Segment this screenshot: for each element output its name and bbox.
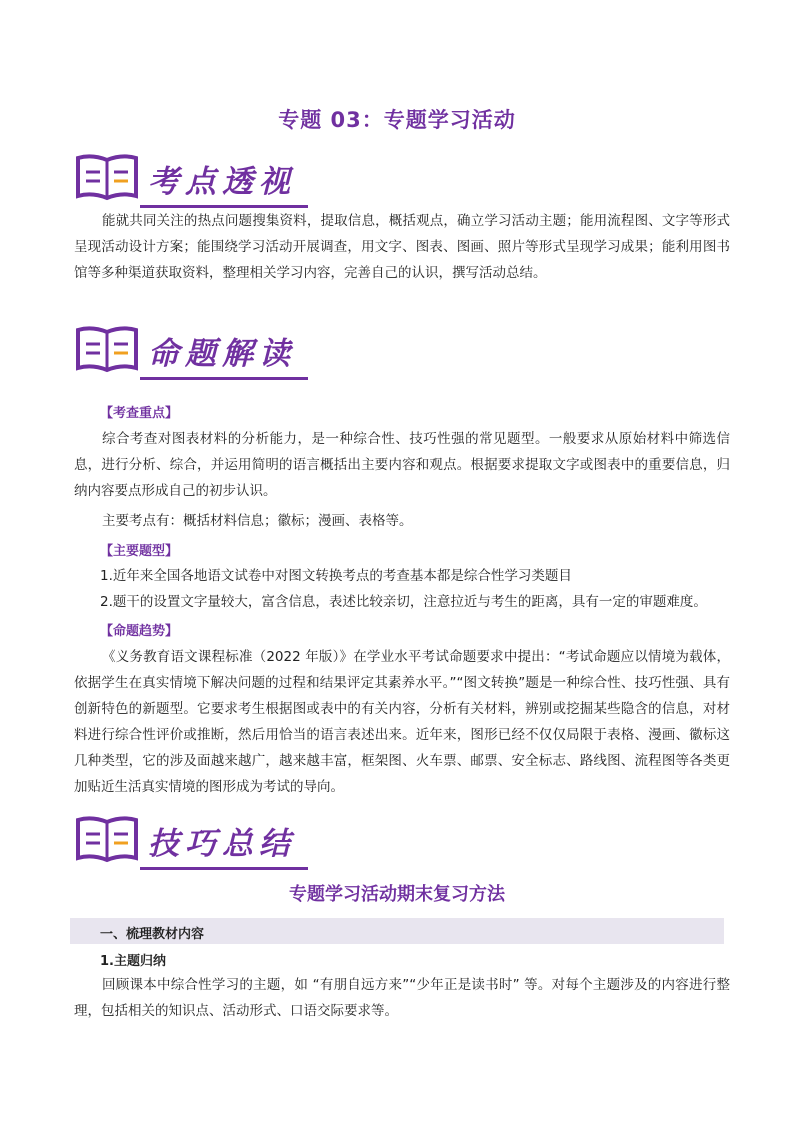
item1-paragraph: 回顾课本中综合性学习的主题，如 “有朋自远方来”“少年正是读书时” 等。对每个主题涉及的内容进行整理，包括相关的知识点、活动形式、口语交际要求等。	[74, 977, 730, 1019]
type-item-1: 1.近年来全国各地语文试卷中对图文转换考点的考查基本都是综合性学习类题目	[100, 568, 572, 584]
trend-paragraph: 《义务教育语文课程标准（2022 年版）》在学业水平考试命题要求中提出：“考试命题应以情境为载体，依据学生在真实情境下解决问题的过程和结果评定其素养水平。”“图文转换”题是一种综合性、技巧性强、具有创新特色的新题型。它要求考生根据图或表中的有关内容，分析有关材料，辨别或挖掘某些隐含的信息，对材料进行综合性评价或推断，然后用恰当的语言表述出来。近年来，图形已经不仅仅局限于表格、漫画、徽标这几种类型，它的涉及面越来越广，越来越丰富，框架图、火车票、邮票、安全标志、路线图、流程图等各类更加贴近生活真实情境的图形成为考试的导向。	[74, 649, 730, 795]
book-icon	[74, 326, 140, 376]
section-banner-kaodian	[74, 152, 314, 208]
section-heading: 考点透视	[148, 164, 296, 200]
page-title: 专题 03：专题学习活动	[278, 108, 516, 132]
types-label: 【主要题型】	[100, 544, 179, 559]
section-banner-jiqiao	[74, 814, 314, 870]
focus-label: 【考查重点】	[100, 406, 179, 421]
type-item-2: 2.题干的设置文字量较大，富含信息，表述比较亲切，注意拉近与考生的距离，具有一定的审题难度。	[100, 594, 707, 610]
section-bar-label: 一、梳理教材内容	[100, 927, 205, 942]
points-paragraph: 主要考点有：概括材料信息；徽标；漫画、表格等。	[102, 513, 413, 529]
item1-title: 1.主题归纳	[100, 954, 166, 969]
section-banner-mingti	[74, 324, 314, 380]
section-heading: 命题解读	[148, 336, 296, 372]
section-heading: 技巧总结	[148, 826, 296, 862]
book-icon	[74, 816, 140, 866]
trend-label: 【命题趋势】	[100, 624, 179, 639]
heading-underline	[140, 377, 308, 380]
focus-paragraph: 综合考查对图表材料的分析能力，是一种综合性、技巧性强的常见题型。一般要求从原始材料中筛选信息，进行分析、综合，并运用简明的语言概括出主要内容和观点。根据要求提取文字或图表中的重要信息，归纳内容要点形成自己的初步认识。	[74, 431, 730, 499]
section-bar	[70, 918, 724, 944]
heading-underline	[140, 867, 308, 870]
kaodian-paragraph: 能就共同关注的热点问题搜集资料，提取信息，概括观点，确立学习活动主题；能用流程图、文字等形式呈现活动设计方案；能围绕学习活动开展调查，用文字、图表、图画、照片等形式呈现学习成果；能利用图书馆等多种渠道获取资料，整理相关学习内容，完善自己的认识，撰写活动总结。	[74, 213, 730, 281]
book-icon	[74, 154, 140, 204]
method-subtitle: 专题学习活动期末复习方法	[289, 884, 505, 905]
